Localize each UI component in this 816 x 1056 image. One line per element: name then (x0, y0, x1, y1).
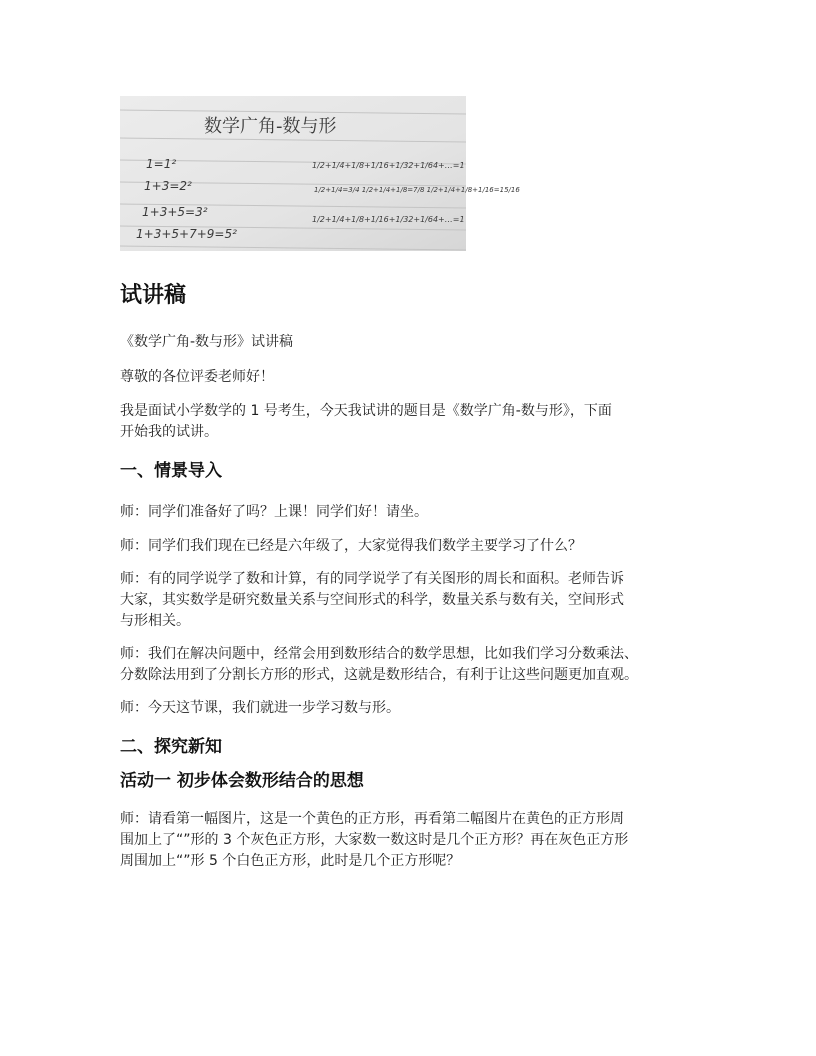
paragraph (120, 809, 710, 872)
section-heading: 一、情景导入 (120, 461, 222, 481)
paragraph-line: 周围加上“”形 5 个白色正方形，此时是几个正方形呢？ (120, 853, 461, 869)
paragraph-line: 师：有的同学说学了数和计算，有的同学说学了有关图形的周长和面积。老师告诉 (120, 571, 624, 587)
paragraph-line: 师：请看第一幅图片，这是一个黄色的正方形，再看第二幅图片在黄色的正方形周 (120, 811, 624, 827)
paragraph: 师：今天这节课，我们就进一步学习数与形。 (120, 700, 400, 716)
activity-heading: 活动一 初步体会数形结合的思想 (120, 771, 364, 791)
doc-subtitle: 《数学广角-数与形》试讲稿 (120, 334, 294, 350)
handwritten-notes-photo (120, 96, 520, 251)
handwritten-title: 数学广角-数与形 (204, 116, 337, 137)
paragraph (120, 644, 710, 686)
paragraph-line: 分数除法用到了分割长方形的形式，这就是数形结合，有利于让这些问题更加直观。 (120, 667, 638, 683)
paragraph-line: 与形相关。 (120, 613, 190, 629)
handwritten-line: 1=1² (146, 157, 177, 171)
paragraph-line: 大家，其实数学是研究数量关系与空间形式的科学，数量关系与数有关，空间形式 (120, 592, 624, 608)
handwritten-line: 1+3+5=3² (142, 205, 208, 219)
document-page (120, 96, 710, 872)
paragraph: 师：同学们我们现在已经是六年级了，大家觉得我们数学主要学习了什么？ (120, 538, 582, 554)
section-heading: 二、探究新知 (120, 737, 222, 757)
paragraph-line: 师：我们在解决问题中，经常会用到数形结合的数学思想，比如我们学习分数乘法、 (120, 646, 638, 662)
paragraph: 师：同学们准备好了吗？上课！同学们好！请坐。 (120, 504, 428, 520)
page-title: 试讲稿 (120, 283, 187, 308)
handwritten-line: 1/2+1/4+1/8+1/16+1/32+1/64+…=1 (312, 215, 465, 224)
intro-paragraph (120, 401, 710, 443)
greeting: 尊敬的各位评委老师好！ (120, 369, 274, 385)
paragraph-line: 开始我的试讲。 (120, 424, 218, 440)
handwritten-line: 1+3=2² (144, 179, 192, 193)
handwritten-line: 1+3+5+7+9=5² (136, 227, 237, 241)
paragraph (120, 569, 710, 632)
paragraph-line: 围加上了“”形的 3 个灰色正方形，大家数一数这时是几个正方形？再在灰色正方形 (120, 832, 629, 848)
paragraph-line: 我是面试小学数学的 1 号考生，今天我试讲的题目是《数学广角-数与形》，下面 (120, 403, 612, 419)
handwritten-line: 1/2+1/4=3/4 1/2+1/4+1/8=7/8 1/2+1/4+1/8+1/16=15/16 (314, 186, 520, 194)
handwritten-line: 1/2+1/4+1/8+1/16+1/32+1/64+…=1 (312, 161, 465, 170)
